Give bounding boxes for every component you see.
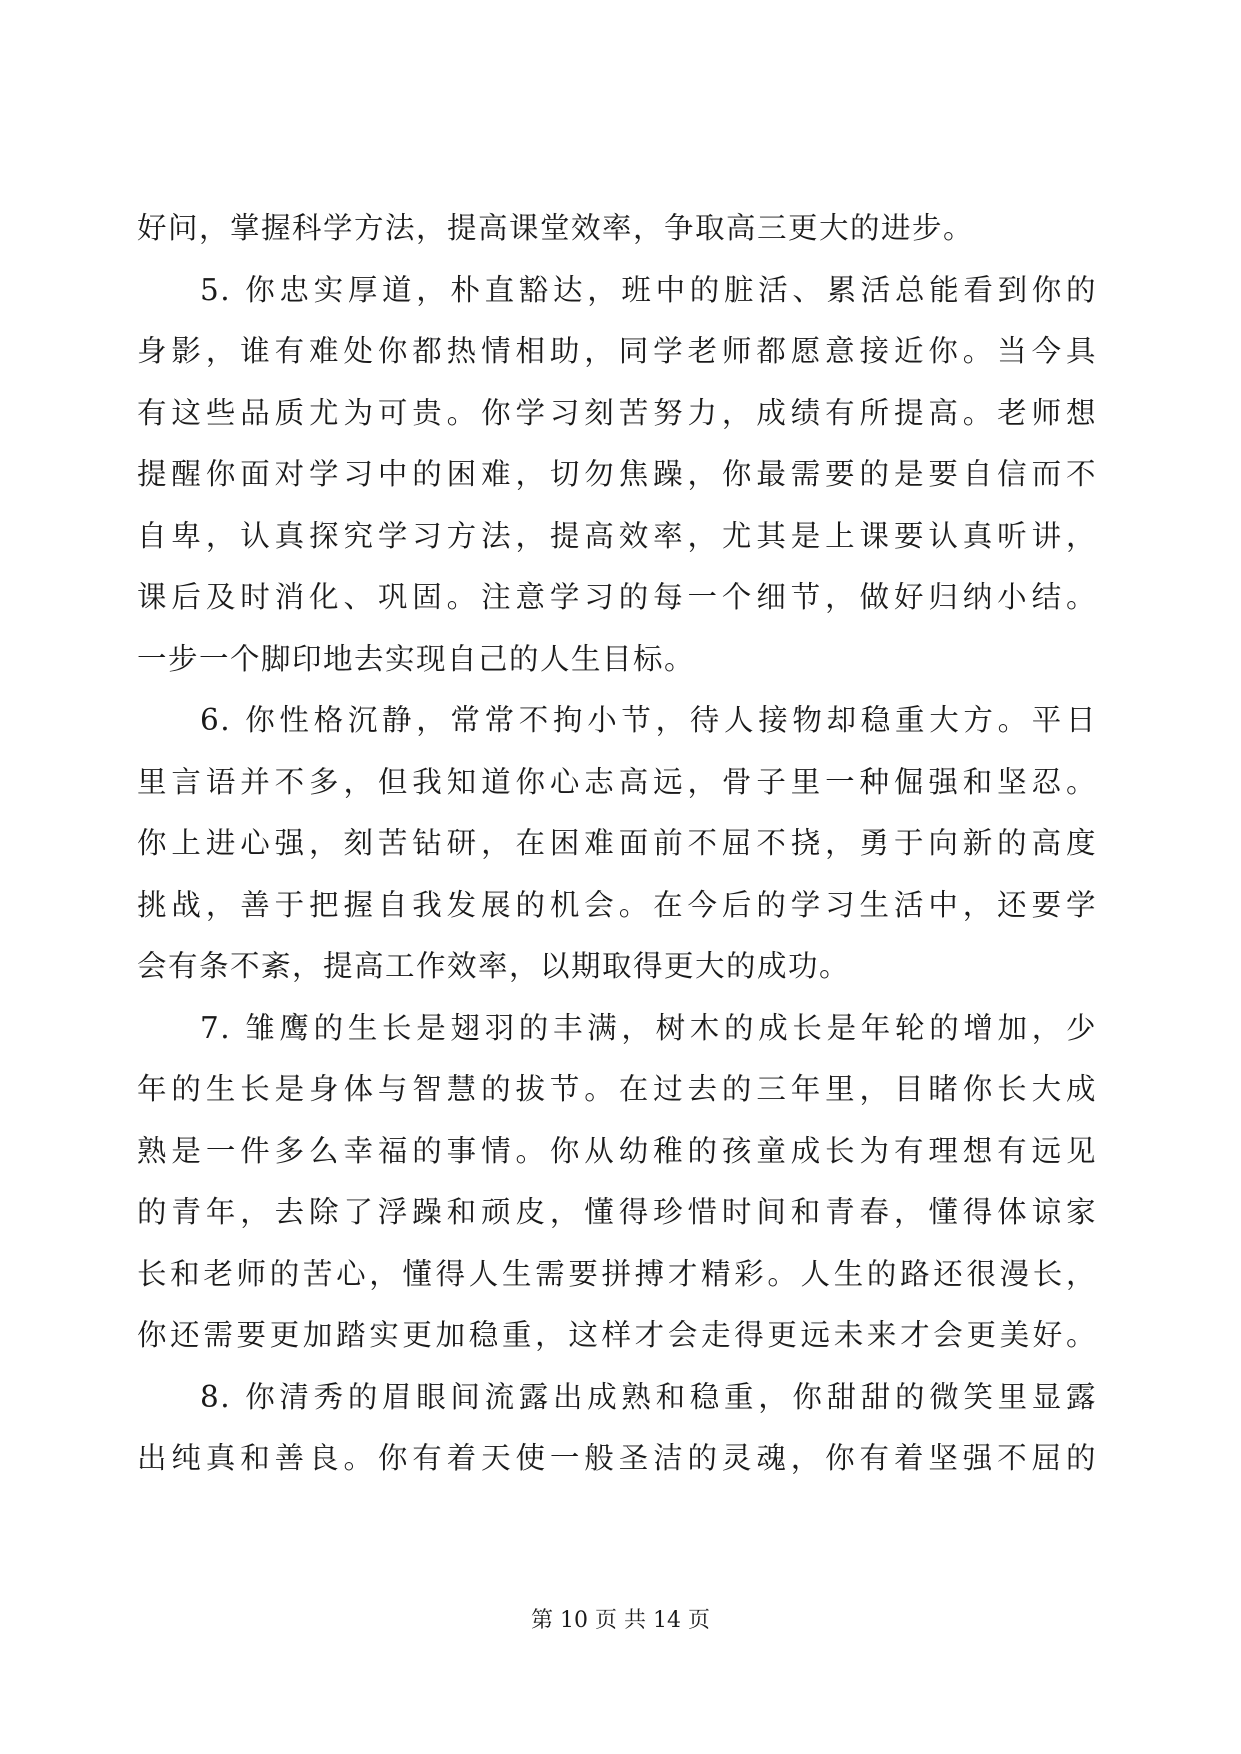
page-number-footer: 第 10 页 共 14 页: [531, 1608, 710, 1633]
text-line: 你还需要更加踏实更加稳重，这样才会走得更远未来才会更美好。: [137, 1318, 1097, 1352]
text-line: 7. 雏鹰的生长是翅羽的丰满，树木的成长是年轮的增加，少: [200, 1010, 1097, 1045]
text-line: 6. 你性格沉静，常常不拘小节，待人接物却稳重大方。平日: [200, 703, 1097, 737]
text-line: 年的生长是身体与智慧的拔节。在过去的三年里，目睹你长大成: [137, 1072, 1097, 1106]
text-line: 的青年，去除了浮躁和顽皮，懂得珍惜时间和青春，懂得体谅家: [137, 1195, 1097, 1229]
text-line: 提醒你面对学习中的困难，切勿焦躁，你最需要的是要自信而不: [137, 457, 1097, 491]
text-line: 自卑，认真探究学习方法，提高效率，尤其是上课要认真听讲，: [137, 518, 1097, 553]
text-line: 课后及时消化、巩固。注意学习的每一个细节，做好归纳小结。: [137, 580, 1097, 614]
text-line: 会有条不紊，提高工作效率，以期取得更大的成功。: [137, 949, 851, 983]
text-line: 你上进心强，刻苦钻研，在困难面前不屈不挠，勇于向新的高度: [137, 826, 1097, 860]
body-text: [137, 198, 1097, 1490]
text-line: 长和老师的苦心，懂得人生需要拼搏才精彩。人生的路还很漫长，: [137, 1256, 1097, 1291]
text-line: 挑战，善于把握自我发展的机会。在今后的学习生活中，还要学: [137, 887, 1097, 922]
text-line: 熟是一件多么幸福的事情。你从幼稚的孩童成长为有理想有远见: [137, 1133, 1097, 1168]
text-line: 8. 你清秀的眉眼间流露出成熟和稳重，你甜甜的微笑里显露: [200, 1379, 1097, 1414]
text-line: 有这些品质尤为可贵。你学习刻苦努力，成绩有所提高。老师想: [137, 395, 1097, 430]
text-line: 出纯真和善良。你有着天使一般圣洁的灵魂，你有着坚强不屈的: [137, 1441, 1097, 1475]
text-line: 好问，掌握科学方法，提高课堂效率，争取高三更大的进步。: [137, 211, 975, 245]
text-line: 里言语并不多，但我知道你心志高远，骨子里一种倔强和坚忍。: [137, 764, 1097, 799]
text-line: 5. 你忠实厚道，朴直豁达，班中的脏活、累活总能看到你的: [200, 272, 1097, 307]
text-line: 身影，谁有难处你都热情相助，同学老师都愿意接近你。当今具: [137, 334, 1097, 368]
text-line: 一步一个脚印地去实现自己的人生目标。: [137, 641, 696, 676]
